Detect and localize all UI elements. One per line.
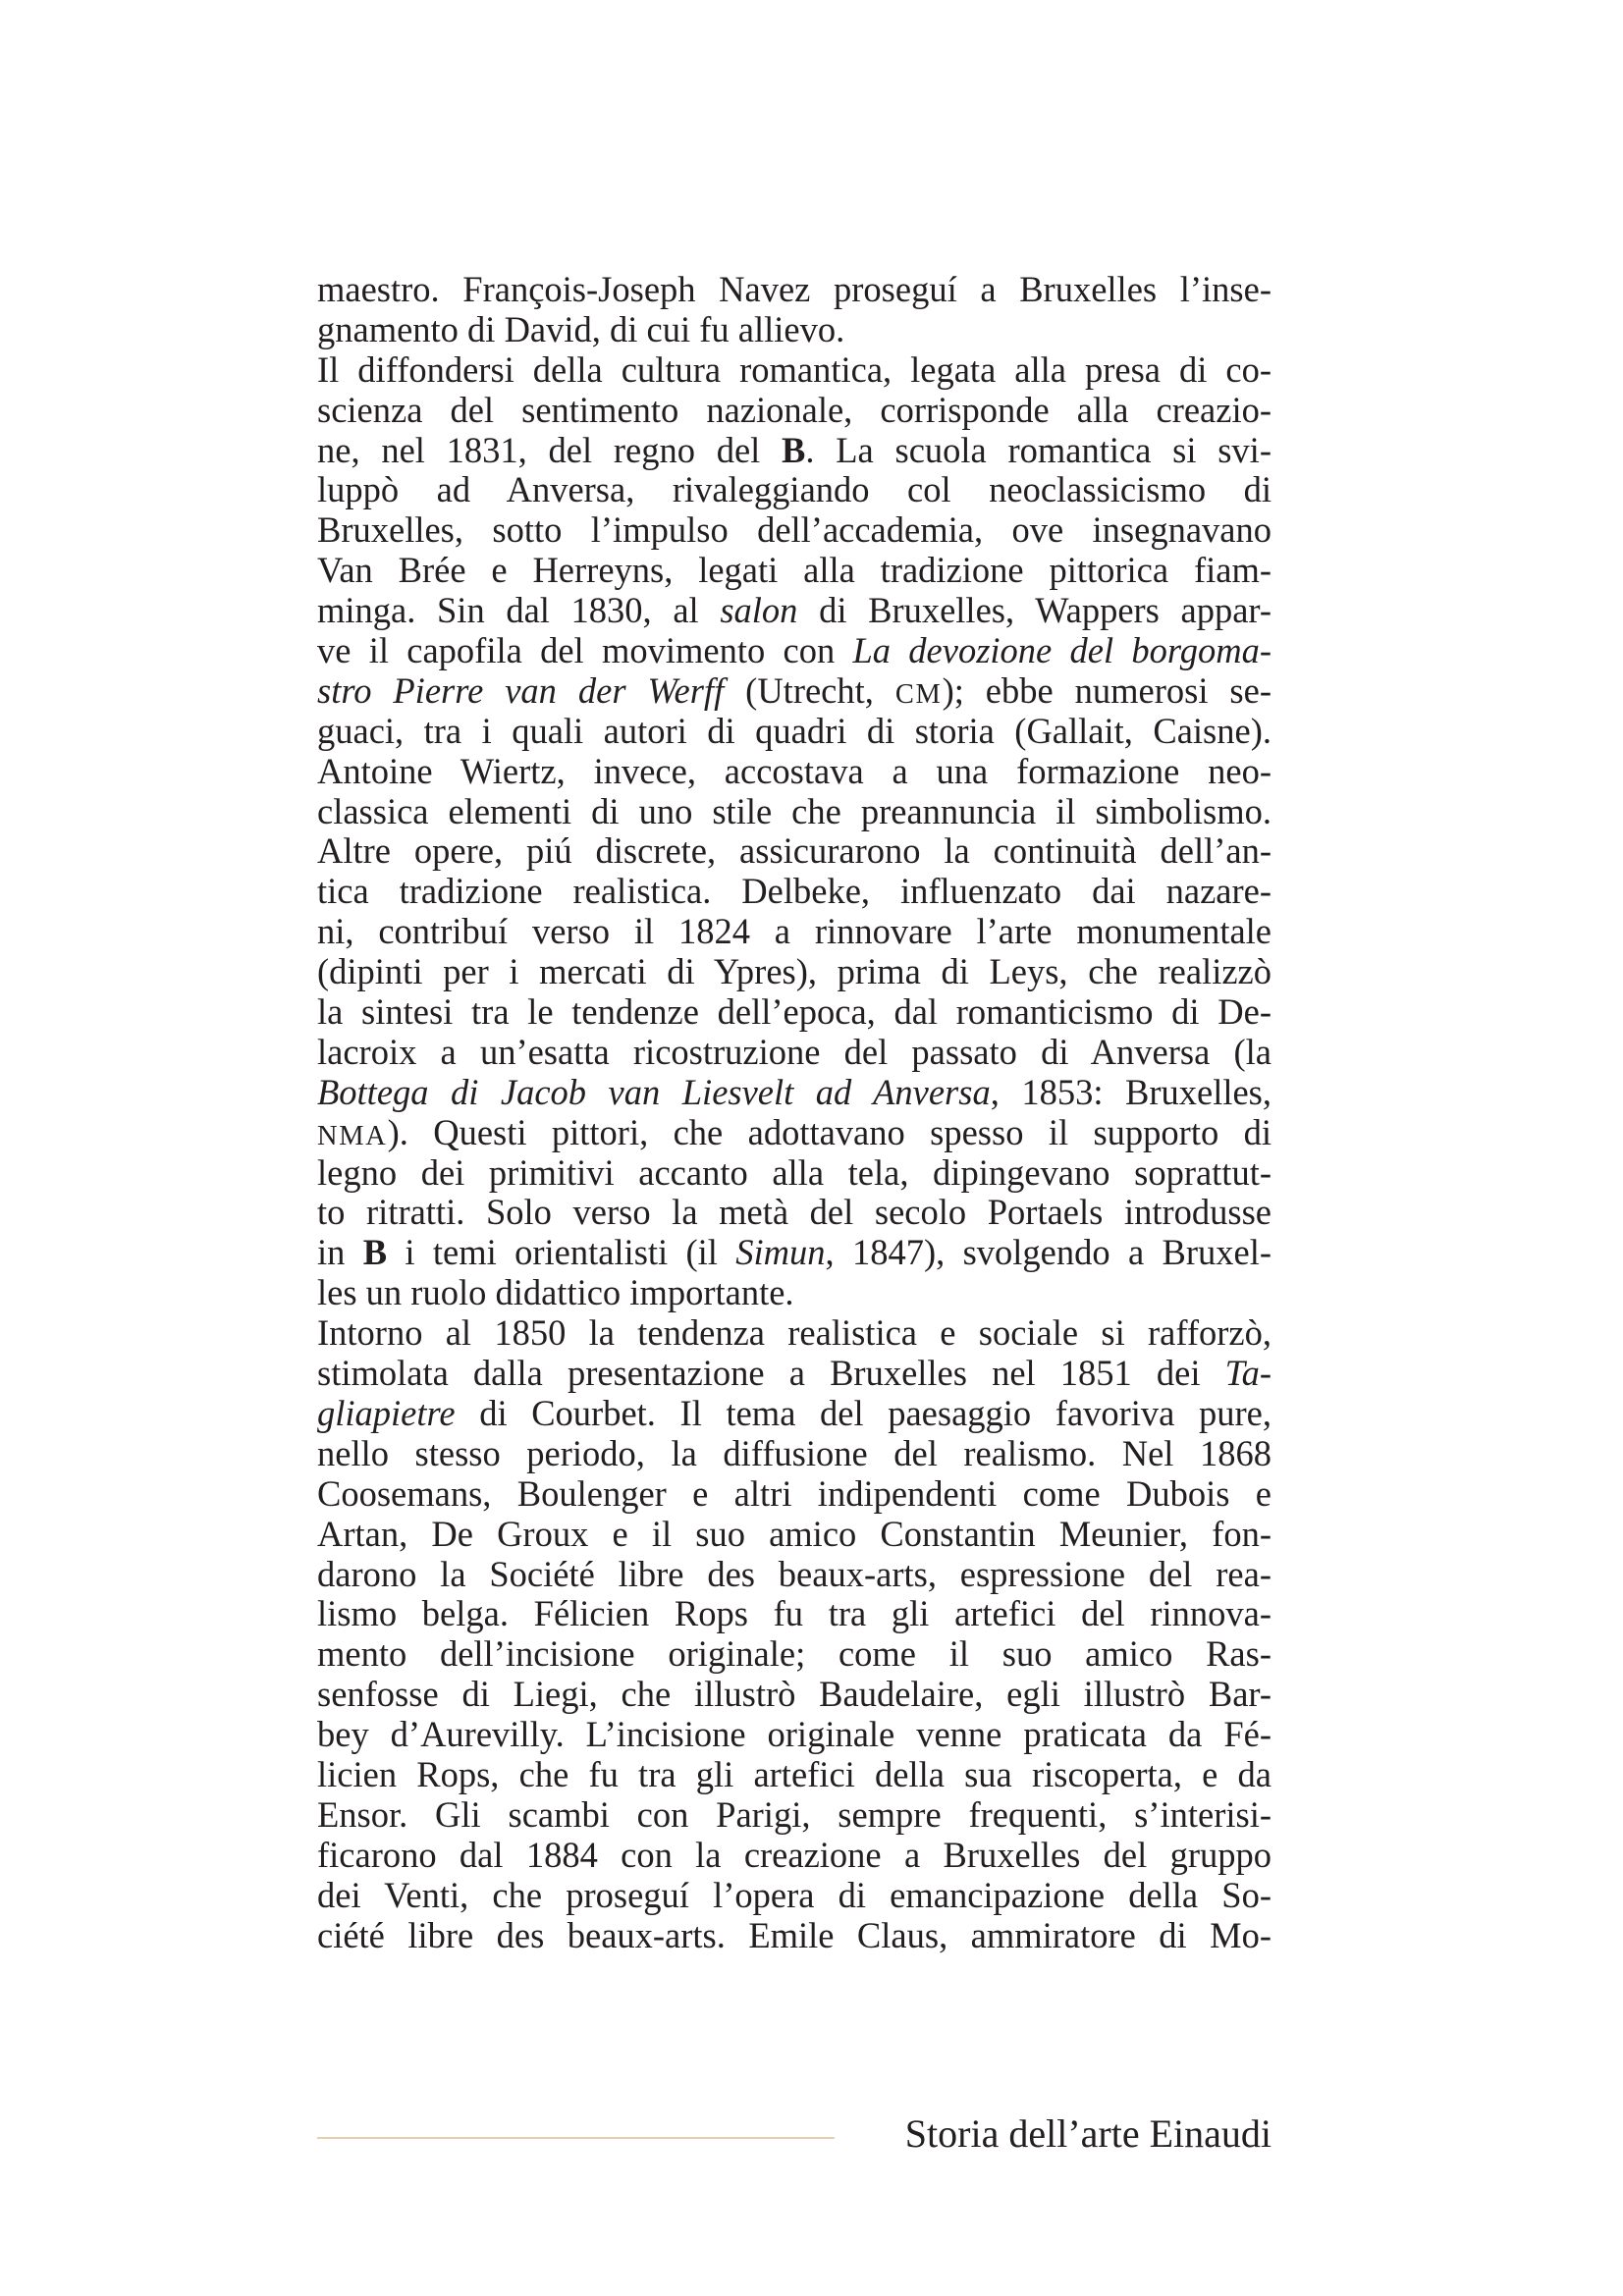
text-line: [317, 1434, 1271, 1474]
text-run: bey d’Aurevilly. L’incisione originale venne praticata da Fé-: [317, 1714, 1271, 1755]
text-line: [317, 912, 1271, 952]
text-run: Ensor. Gli scambi con Parigi, sempre frequenti, s’interisi-: [317, 1793, 1271, 1835]
text-line: [317, 992, 1271, 1033]
text-run: Intorno al 1850 la tendenza realistica e sociale si rafforzò,: [317, 1312, 1271, 1354]
text-run: dei Venti, che proseguí l’opera di emancipazione della So-: [317, 1874, 1271, 1915]
text-run: mento dell’incisione originale; come il suo amico Ras-: [317, 1633, 1271, 1675]
text-run: Bruxelles, sotto l’impulso dell’accademia, ove insegnavano: [317, 509, 1271, 551]
text-line: [317, 1755, 1271, 1795]
text-run: guaci, tra i quali autori di quadri di storia (Gallait, Caisne).: [317, 710, 1271, 751]
text-run: les un ruolo didattico importante.: [317, 1272, 794, 1313]
text-run: ); ebbe numerosi se-: [942, 669, 1271, 711]
text-line: [317, 1876, 1271, 1916]
text-line: [317, 270, 1271, 310]
text-run: , 1847), svolgendo a Bruxel-: [825, 1232, 1271, 1273]
text-line: [317, 1715, 1271, 1755]
text-run: ve il capofila del movimento con: [317, 630, 853, 671]
italic-text: La devozione del borgoma-: [852, 630, 1272, 671]
text-run: to ritratti. Solo verso la metà del secolo Portaels introdusse: [317, 1192, 1271, 1233]
text-line: [317, 431, 1271, 471]
text-line: [317, 831, 1271, 872]
text-run: Altre opere, piú discrete, assicurarono la continuità dell’an-: [317, 830, 1271, 872]
text-line: [317, 1916, 1271, 1956]
text-line: [317, 952, 1271, 992]
italic-text: Ta-: [1224, 1353, 1271, 1394]
text-line: [317, 1555, 1271, 1595]
text-run: lacroix a un’esatta ricostruzione del passato di Anversa (la: [317, 1031, 1271, 1072]
text-run: . La scuola romantica si svi-: [805, 429, 1271, 470]
text-line: [317, 1675, 1271, 1715]
text-line: [317, 671, 1271, 712]
text-run: ni, contribuí verso il 1824 a rinnovare l’arte monumentale: [317, 911, 1271, 952]
text-line: [317, 1515, 1271, 1555]
text-line: [317, 1153, 1271, 1194]
text-run: i temi orientalisti (il: [387, 1232, 736, 1273]
text-line: [317, 1474, 1271, 1515]
text-run: nello stesso periodo, la diffusione del realismo. Nel 1868: [317, 1432, 1271, 1473]
text-run: darono la Société libre des beaux-arts, espressione del rea-: [317, 1553, 1271, 1594]
small-caps-text: NMA: [317, 1120, 388, 1151]
text-run: di Bruxelles, Wappers appar-: [797, 590, 1271, 631]
footer-rule: [317, 2137, 835, 2139]
text-line: [317, 1193, 1271, 1233]
text-run: ciété libre des beaux-arts. Emile Claus, ammiratore di Mo-: [317, 1914, 1271, 1955]
text-run: classica elementi di uno stile che preannuncia il simbolismo.: [317, 790, 1271, 831]
italic-text: gliapietre: [317, 1392, 456, 1433]
footer-title: Storia dell’arte Einaudi: [904, 2111, 1271, 2156]
text-run: gnamento di David, di cui fu allievo.: [317, 308, 845, 349]
text-line: [317, 591, 1271, 631]
text-run: scienza del sentimento nazionale, corrisponde alla creazio-: [317, 389, 1271, 430]
text-run: la sintesi tra le tendenze dell’epoca, dal romanticismo di De-: [317, 991, 1271, 1033]
italic-text: stro Pierre van der Werff: [317, 669, 725, 711]
text-line: [317, 391, 1271, 431]
text-line: [317, 551, 1271, 591]
text-run: Artan, De Groux e il suo amico Constantin Meunier, fon-: [317, 1513, 1271, 1554]
text-line: [317, 470, 1271, 510]
text-line: [317, 1795, 1271, 1836]
text-line: [317, 1233, 1271, 1273]
text-run: , 1853: Bruxelles,: [990, 1071, 1272, 1112]
text-run: Coosemans, Boulenger e altri indipendenti come Dubois e: [317, 1472, 1271, 1514]
text-run: ne, nel 1831, del regno del: [317, 429, 783, 470]
text-line: [317, 1354, 1271, 1394]
text-run: maestro. François-Joseph Navez proseguí a Bruxelles l’inse-: [317, 269, 1271, 309]
text-line: [317, 1273, 1271, 1313]
text-line: [317, 350, 1271, 391]
italic-text: Simun: [735, 1232, 826, 1273]
text-line: [317, 1394, 1271, 1434]
text-run: luppò ad Anversa, rivaleggiando col neoclassicismo di: [317, 469, 1271, 510]
text-run: Il diffondersi della cultura romantica, legata alla presa di co-: [317, 348, 1271, 390]
italic-text: salon: [720, 590, 798, 631]
text-run: Van Brée e Herreyns, legati alla tradizione pittorica fiam-: [317, 550, 1271, 591]
text-line: [317, 510, 1271, 551]
bold-text: B: [782, 429, 806, 470]
text-run: Antoine Wiertz, invece, accostava a una formazione neo-: [317, 750, 1271, 791]
text-line: [317, 1113, 1271, 1153]
text-line: [317, 1594, 1271, 1634]
text-line: [317, 752, 1271, 792]
text-line: [317, 1073, 1271, 1113]
text-run: senfosse di Liegi, che illustrò Baudelaire, egli illustrò Bar-: [317, 1674, 1271, 1715]
body-text: [317, 270, 1271, 1955]
text-line: [317, 712, 1271, 752]
text-run: minga. Sin dal 1830, al: [317, 590, 721, 631]
text-run: (Utrecht,: [724, 669, 895, 711]
text-run: (dipinti per i mercati di Ypres), prima di Leys, che realizzò: [317, 951, 1271, 992]
text-line: [317, 1313, 1271, 1354]
text-line: [317, 310, 1271, 350]
text-run: licien Rops, che fu tra gli artefici della sua riscoperta, e da: [317, 1753, 1271, 1794]
small-caps-text: CM: [894, 678, 943, 710]
text-line: [317, 1836, 1271, 1876]
text-run: stimolata dalla presentazione a Bruxelles nel 1851 dei: [317, 1353, 1225, 1394]
bold-text: B: [362, 1232, 388, 1273]
text-run: ). Questi pittori, che adottavano spesso il supporto di: [387, 1111, 1271, 1152]
text-run: ficarono dal 1884 con la creazione a Bruxelles del gruppo: [317, 1834, 1271, 1875]
text-line: [317, 1634, 1271, 1675]
text-line: [317, 872, 1271, 912]
text-run: legno dei primitivi accanto alla tela, dipingevano soprattut-: [317, 1151, 1271, 1193]
text-line: [317, 631, 1271, 671]
text-line: [317, 1033, 1271, 1073]
text-line: [317, 792, 1271, 832]
text-run: in: [317, 1232, 363, 1273]
text-run: di Courbet. Il tema del paesaggio favoriva pure,: [455, 1392, 1271, 1433]
text-run: lismo belga. Félicien Rops fu tra gli artefici del rinnova-: [317, 1593, 1271, 1634]
italic-text: Bottega di Jacob van Liesvelt ad Anversa: [317, 1071, 991, 1112]
text-run: tica tradizione realistica. Delbeke, influenzato dai nazare-: [317, 871, 1271, 912]
